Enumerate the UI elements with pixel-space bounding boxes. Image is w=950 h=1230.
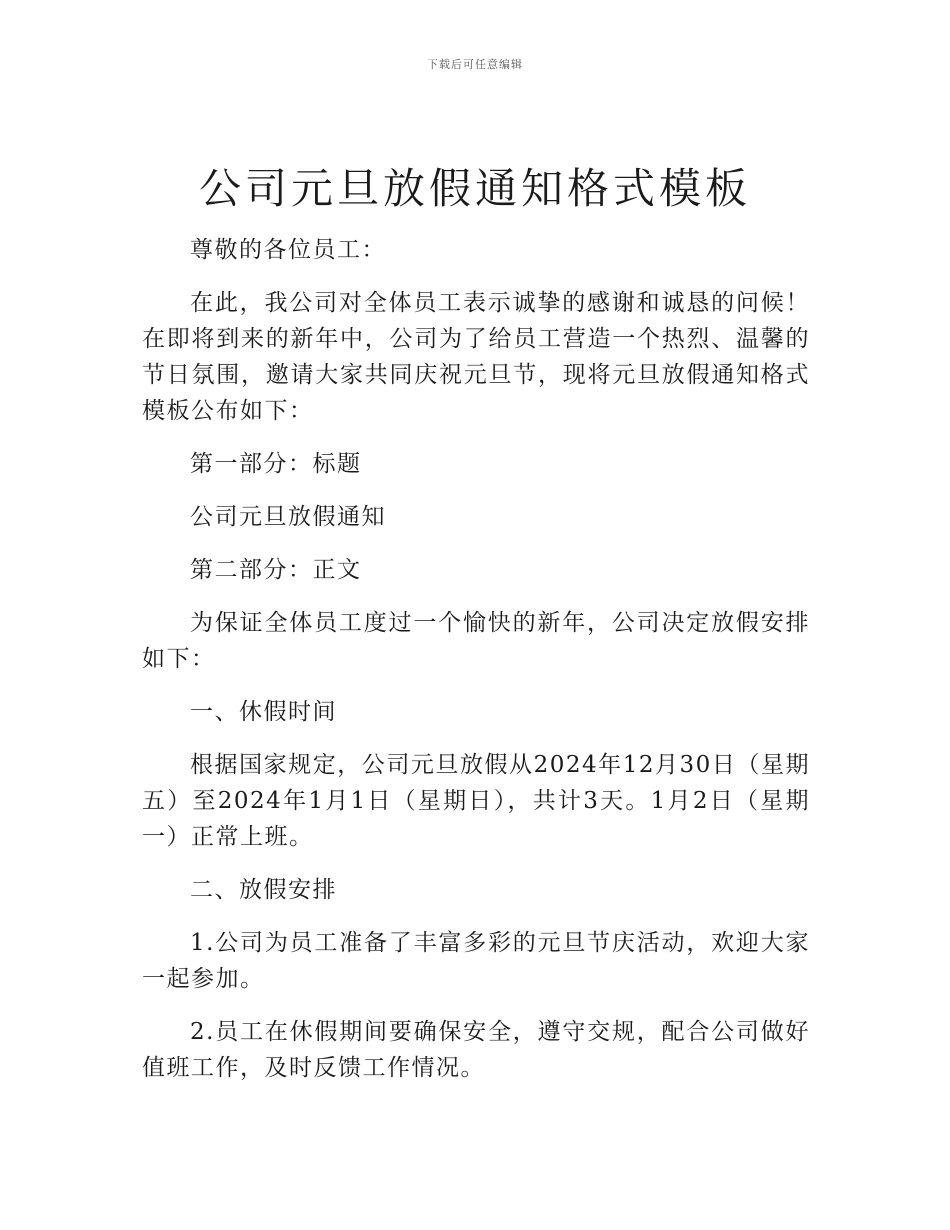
arrangement-intro: 为保证全体员工度过一个愉快的新年，公司决定放假安排如下： [142, 610, 810, 672]
holiday-time-heading: 一、休假时间 [190, 699, 337, 725]
page-header: 下载后可任意编辑 [427, 58, 523, 71]
holiday-time-paragraph: 根据国家规定，公司元旦放假从2024年12月30日（星期五）至2024年1月1日（星期日），共计3天。1月2日（星期一）正常上班。 [142, 752, 810, 850]
section-two-heading: 第二部分：正文 [190, 557, 362, 583]
section-one-heading: 第一部分：标题 [190, 451, 362, 477]
document-title: 公司元旦放假通知格式模板 [198, 164, 751, 213]
holiday-arrangement-heading: 二、放假安排 [190, 877, 337, 903]
notice-title-line: 公司元旦放假通知 [190, 504, 386, 530]
salutation: 尊敬的各位员工： [190, 237, 386, 263]
arrangement-item-2: 2.员工在休假期间要确保安全，遵守交规，配合公司做好值班工作，及时反馈工作情况。 [142, 1019, 810, 1081]
document-body [142, 232, 810, 1103]
arrangement-item-1: 1.公司为员工准备了丰富多彩的元旦节庆活动，欢迎大家一起参加。 [142, 930, 810, 992]
intro-paragraph: 在此，我公司对全体员工表示诚挚的感谢和诚恳的问候！在即将到来的新年中，公司为了给员工营造一个热烈、温馨的节日氛围，邀请大家共同庆祝元旦节，现将元旦放假通知格式模板公布如下： [142, 290, 810, 424]
